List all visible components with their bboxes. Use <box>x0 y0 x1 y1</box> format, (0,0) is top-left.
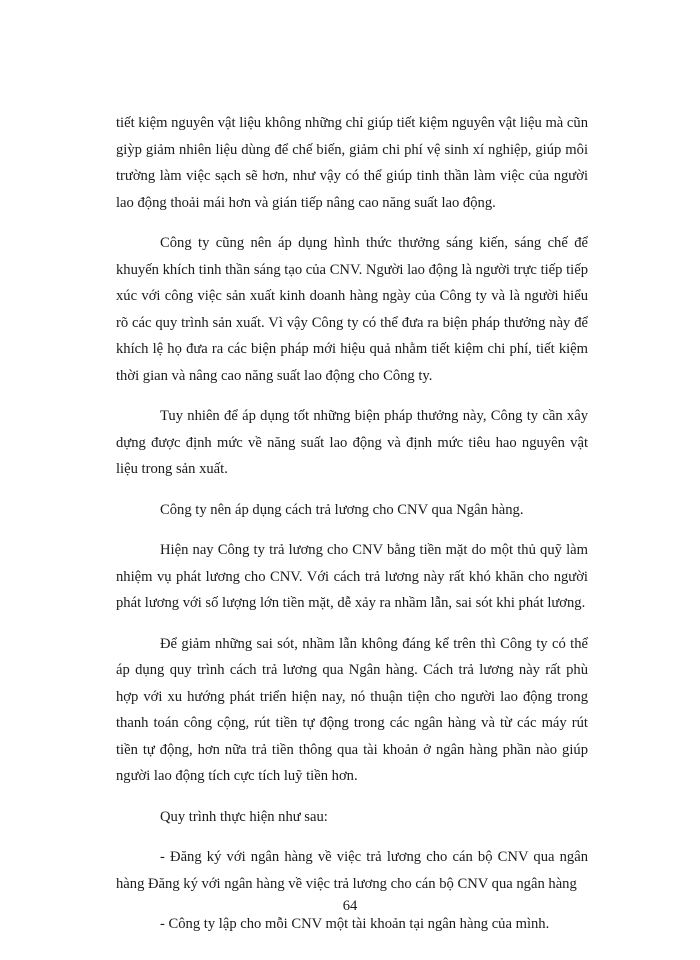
paragraph-current-cash-payment: Hiện nay Công ty trả lương cho CNV bằng tiền mặt do một thủ quỹ làm nhiệm vụ phát lương cho CNV. Với cách trả lương này rất khó khăn cho người phát lương với số lượng lớn tiền mặt, dễ xảy ra nhầm lẫn, sai sót khi phát lương. <box>116 542 588 611</box>
page-number: 64 <box>342 898 358 914</box>
paragraph-bank-salary-heading: Công ty nên áp dụng cách trả lương cho CNV qua Ngân hàng. <box>160 501 524 518</box>
list-item-register-bank: - Đăng ký với ngân hàng về việc trả lương cho cán bộ CNV qua ngân hàng Đăng ký với ngân hàng về việc trả lương cho cán bộ CNV qua ngân hàng <box>116 849 588 892</box>
paragraph-bank-payment-benefits: Để giảm những sai sót, nhầm lẫn không đáng kể trên thì Công ty có thể áp dụng quy trình cách trả lương qua Ngân hàng. Cách trả lương này rất phù hợp với xu hướng phát triển hiện nay, nó thuận tiện cho người lao động trong thanh toán công cộng, rút tiền tự động trong các ngân hàng và từ các máy rút tiền tự động, hơn nữa trả tiền thông qua tài khoản ở ngân hàng phần nào giúp người lao động tích cực tích luỹ tiền hơn. <box>116 635 588 784</box>
paragraph-innovation-bonus: Công ty cũng nên áp dụng hình thức thưởng sáng kiến, sáng chế để khuyến khích tinh thần sáng tạo của CNV. Người lao động là người trực tiếp tiếp xúc với công việc sản xuất kinh doanh hàng ngày của Công ty và là người hiểu rõ các quy trình sản xuất. Vì vậy Công ty có thể đưa ra biện pháp thưởng này để khích lệ họ đưa ra các biện pháp mới hiệu quả nhằm tiết kiệm chi phí, tiết kiệm thời gian và nâng cao năng suất lao động cho Công ty. <box>116 235 588 384</box>
document-body <box>116 110 588 952</box>
paragraph-continuation: tiết kiệm nguyên vật liệu không những chỉ giúp tiết kiệm nguyên vật liệu mà cũn giỳp giảm nhiên liệu dùng để chế biến, giảm chi phí vệ sinh xí nghiệp, giúp môi trường làm việc sạch sẽ hơn, như vậy có thể giúp tinh thần làm việc của người lao động thoải mái hơn và gián tiếp nâng cao năng suất lao động. <box>116 115 588 211</box>
paragraph-procedure-intro: Quy trình thực hiện như sau: <box>160 808 328 825</box>
list-item-open-accounts: - Công ty lập cho mỗi CNV một tài khoản tại ngân hàng của mình. <box>160 916 550 932</box>
paragraph-bonus-norms: Tuy nhiên để áp dụng tốt những biện pháp thưởng này, Công ty cần xây dựng được định mức về năng suất lao động và định mức tiêu hao nguyên vật liệu trong sản xuất. <box>116 408 588 477</box>
